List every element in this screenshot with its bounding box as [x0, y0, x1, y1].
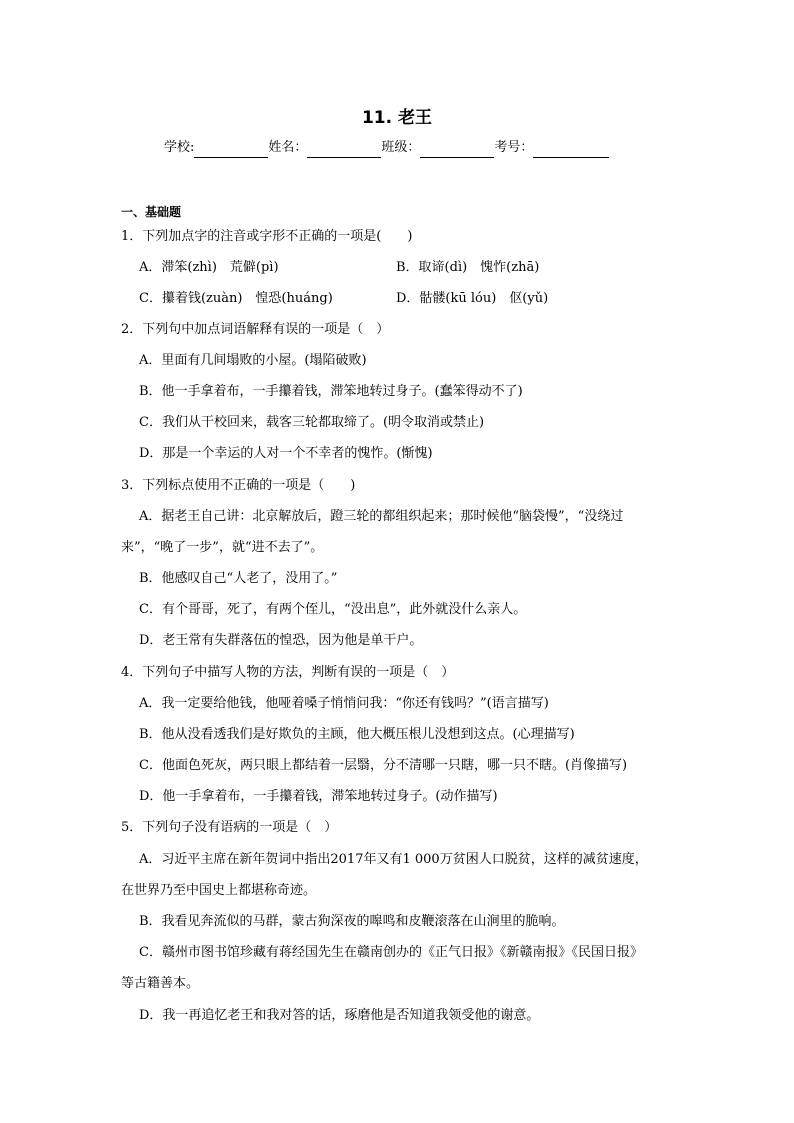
question-5-stem: 5．下列句子没有语病的一项是（ ） [121, 820, 338, 835]
question-4-option-b: B．他从没看透我们是好欺负的主顾，他大概压根儿没想到这点。(心理描写) [139, 727, 575, 742]
class-blank[interactable] [420, 142, 494, 158]
question-3-option-b: B．他感叹自己“人老了，没用了。” [139, 571, 338, 586]
question-4-option-d: D．他一手拿着布，一手攥着钱，滞笨地转过身子。(动作描写) [139, 789, 498, 804]
question-2-stem: 2．下列句中加点词语解释有误的一项是（ ） [121, 322, 390, 337]
question-3-option-a: A．据老王自己讲：北京解放后，蹬三轮的都组织起来；那时候他“脑袋慢”，“没绕过 [139, 509, 624, 524]
class-label: 班级： [381, 140, 421, 155]
page-title: 11. 老王 [361, 108, 433, 128]
question-1-option-b: B．取谛(dì) 愧怍(zhā) [396, 260, 540, 275]
question-3-option-d: D．老王常有失群落伍的惶恐，因为他是单干户。 [139, 633, 423, 648]
question-3-option-a-cont: 来”，“晚了一步”，就“进不去了”。 [121, 540, 324, 555]
question-3-stem: 3．下列标点使用不正确的一项是（ ) [121, 478, 356, 493]
question-1-option-c: C．攥着钱(zuàn) 惶恐(huáng) [139, 291, 333, 306]
exam-no-label: 考号： [494, 140, 534, 155]
question-5-option-d: D．我一再追忆老王和我对答的话，琢磨他是否知道我领受他的谢意。 [139, 1008, 540, 1023]
question-5-option-a: A．习近平主席在新年贺词中指出2017年又有1 000万贫困人口脱贫，这样的减贫速度， [139, 852, 648, 867]
school-label: 学校: [164, 140, 195, 155]
question-1-option-a: A．滞笨(zhì) 荒僻(pì) [139, 260, 279, 275]
question-2-option-c: C．我们从干校回来，载客三轮都取缔了。(明令取消或禁止) [139, 415, 485, 430]
question-3-option-c: C．有个哥哥，死了，有两个侄儿，“没出息”，此外就没什么亲人。 [139, 602, 527, 617]
exam-no-blank[interactable] [533, 142, 609, 158]
question-4-option-c: C．他面色死灰，两只眼上都结着一层翳，分不清哪一只瞎，哪一只不瞎。(肖像描写) [139, 758, 628, 773]
question-2-option-a: A．里面有几间塌败的小屋。(塌陷破败) [139, 353, 367, 368]
question-2-option-b: B．他一手拿着布，一手攥着钱，滞笨地转过身子。(蠢笨得动不了) [139, 384, 523, 399]
name-label: 姓名： [268, 140, 308, 155]
question-2-option-d: D．那是一个幸运的人对一个不幸者的愧怍。(惭愧) [139, 446, 433, 461]
question-4-stem: 4．下列句子中描写人物的方法，判断有误的一项是（ ） [121, 665, 455, 680]
question-1-option-d: D．骷髅(kū lóu) 伛(yǔ) [396, 291, 549, 306]
school-blank[interactable] [194, 142, 268, 158]
name-blank[interactable] [307, 142, 381, 158]
question-1-stem: 1．下列加点字的注音或字形不正确的一项是( ) [121, 229, 413, 244]
question-5-option-a-cont: 在世界乃至中国史上都堪称奇迹。 [121, 883, 317, 898]
question-5-option-c-cont: 等古籍善本。 [121, 976, 200, 991]
student-info-row [164, 138, 609, 158]
question-5-option-b: B．我看见奔流似的马群，蒙古狗深夜的嗥鸣和皮鞭滚落在山涧里的脆响。 [139, 914, 565, 929]
question-5-option-c: C．赣州市图书馆珍藏有蒋经国先生在赣南创办的《正气日报》《新赣南报》《民国日报》 [139, 945, 643, 960]
question-4-option-a: A．我一定要给他钱，他哑着嗓子悄悄问我：“你还有钱吗？”(语言描写) [139, 696, 549, 711]
section-title: 一、基础题 [121, 205, 182, 219]
